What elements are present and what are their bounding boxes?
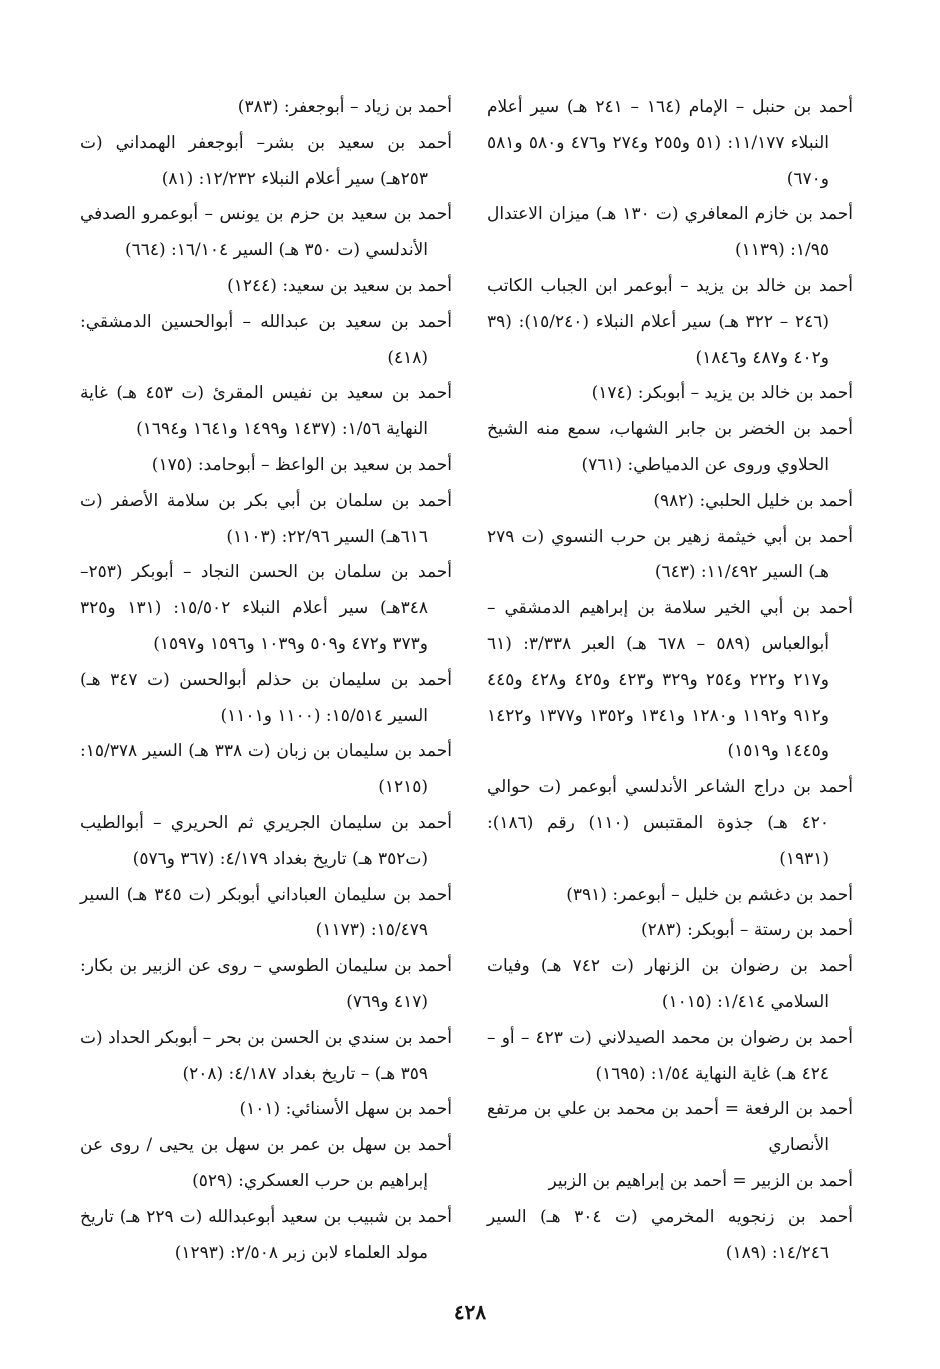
index-entry: أحمد بن خازم المعافري (ت ١٣٠ هـ) ميزان الاعتدال ١/٩٥: (١١٣٩) <box>487 204 853 261</box>
index-entry: أحمد بن سلمان بن أبي بكر بن سلامة الأصفر (ت ٦١٦هـ) السير ٢٢/٩٦: (١١٠٣) <box>80 490 452 547</box>
index-entry: أحمد بن الزبير = أحمد بن إبراهيم بن الزبير <box>548 1170 853 1191</box>
index-entry: أحمد بن دراج الشاعر الأندلسي أبوعمر (ت حوالي ٤٢٠ هـ) جذوة المقتبس (١١٠) رقم (١٨٦): (١٩٣١) <box>487 777 853 869</box>
index-entry: أحمد بن زياد – أبوجعفر: (٣٨٣) <box>237 97 452 117</box>
index-entry: أحمد بن سعيد بن حزم بن يونس – أبوعمرو الصدفي الأندلسي (ت ٣٥٠ هـ) السير ١٦/١٠٤: (٦٦٤) <box>80 204 452 261</box>
index-entry: أحمد بن خليل الحلبي: (٩٨٢) <box>653 490 853 511</box>
index-entry: أحمد بن سعيد بن عبدالله – أبوالحسين الدمشقي: (٤١٨) <box>80 311 452 368</box>
index-entry: أحمد بن سندي بن الحسن بن بحر – أبوبكر الحداد (ت ٣٥٩ هـ) – تاريخ بغداد ٤/١٨٧: (٢٠٨) <box>80 1027 452 1084</box>
index-entry: أحمد بن سليمان بن حذلم أبوالحسن (ت ٣٤٧ هـ) السير ١٥/٥١٤: (١١٠٠ و١١٠١) <box>80 669 453 726</box>
index-column-right <box>487 90 853 1271</box>
index-entry: أحمد بن سليمان الطوسي – روى عن الزبير بن بكار: (٤١٧ و٧٦٩) <box>80 956 452 1012</box>
index-entry: أحمد بن حنبل – الإمام (١٦٤ – ٢٤١ هـ) سير أعلام النبلاء ١١/١٧٧: (٥١ و٢٥٥ و٢٧٤ و٤٧٦ و٥٨٠ و٥٨١ و٦٧٠) <box>487 97 853 189</box>
index-entry: أحمد بن سليمان العباداني أبوبكر (ت ٣٤٥ هـ) السير ١٥/٤٧٩: (١١٧٣) <box>80 884 452 941</box>
index-entry: أحمد بن سليمان بن زبان (ت ٣٣٨ هـ) السير ١٥/٣٧٨: (١٢١٥) <box>80 741 452 798</box>
index-entry: أحمد بن سلمان بن الحسن النجاد – أبوبكر (٢٥٣–٣٤٨هـ) سير أعلام النبلاء ١٥/٥٠٢: (١٣١ و٣٢٥ و٣٧٣ و٤٧٢ و٥٠٩ و١٠٣٩ و١٥٩٦ و١٥٩٧) <box>80 562 452 654</box>
index-column-left <box>80 90 452 1271</box>
index-entry: أحمد بن أبي الخير سلامة بن إبراهيم الدمشقي – أبوالعباس (٥٨٩ – ٦٧٨ هـ) العبر ٣/٣٣٨: (٦١ و٢١٧ و٢٢٢ و٢٥٤ و٣٢٩ و٤٢٣ و٤٢٥ و٤٢٨ و٤٤٥ و٩١٢ و١١٩٢ و١٢٨٠ و١٣٤١ و١٣٥٢ و١٣٧٧ و١٤٢٢ و١٤٤٥ و١٥١٩) <box>487 598 853 762</box>
index-entry: أحمد بن أبي خيثمة زهير بن حرب النسوي (ت ٢٧٩ هـ) السير ١١/٤٩٢: (٦٤٣) <box>487 526 853 583</box>
index-entry: أحمد بن الرفعة = أحمد بن محمد بن علي بن مرتفع الأنصاري <box>487 1099 853 1156</box>
index-entry: أحمد بن رضوان بن الزنهار (ت ٧٤٢ هـ) وفيات السلامي ١/٤١٤: (١٠١٥) <box>487 956 853 1012</box>
index-entry: أحمد بن سعيد بن سعيد: (١٢٤٤) <box>227 275 452 296</box>
index-entry: أحمد بن سليمان الجريري ثم الحريري – أبوالطيب (ت٣٥٢ هـ) تاريخ بغداد ٤/١٧٩: (٣٦٧ و٥٧٦) <box>80 812 452 869</box>
index-entry: أحمد بن سعيد بن نفيس المقرئ (ت ٤٥٣ هـ) غاية النهاية ١/٥٦: (١٤٣٧ و١٤٩٩ و١٦٤١ و١٦٩٤) <box>80 383 452 440</box>
index-entry: أحمد بن رستة – أبوبكر: (٢٨٣) <box>640 920 853 941</box>
index-entry: أحمد بن سهل الأسنائي: (١٠١) <box>239 1099 452 1120</box>
index-entry: أحمد بن شبيب بن سعيد أبوعبدالله (ت ٢٢٩ هـ) تاريخ مولد العلماء لابن زبر ٢/٥٠٨: (١٢٩٣) <box>80 1206 452 1263</box>
page-number: ٤٢٨ <box>453 1300 487 1324</box>
index-entry: أحمد بن سعيد بن بشر– أبوجعفر الهمداني (ت ٢٥٣هـ) سير أعلام النبلاء ١٢/٢٣٢: (٨١) <box>80 132 452 189</box>
index-entry: أحمد بن خالد بن يزيد – أبوبكر: (١٧٤) <box>591 383 853 404</box>
index-entry: أحمد بن سهل بن عمر بن سهل بن يحيى / روى عن إبراهيم بن حرب العسكري: (٥٢٩) <box>80 1135 452 1191</box>
index-entry: أحمد بن خالد بن يزيد – أبوعمر ابن الجباب الكاتب (٢٤٦ – ٣٢٢ هـ) سير أعلام النبلاء (١٥/٢٤٠): (٣٩ و٤٠٢ و٤٨٧ و١٨٤٦) <box>487 275 853 368</box>
index-entry: أحمد بن زنجويه المخرمي (ت ٣٠٤ هـ) السير ١٤/٢٤٦: (١٨٩) <box>487 1206 854 1263</box>
index-entry: أحمد بن دغشم بن خليل – أبوعمر: (٣٩١) <box>566 884 853 905</box>
index-entry: أحمد بن رضوان بن محمد الصيدلاني (ت ٤٢٣ – أو – ٤٢٤ هـ) غاية النهاية ١/٥٤: (١٦٩٥) <box>487 1027 853 1084</box>
index-entry: أحمد بن الخضر بن جابر الشهاب، سمع منه الشيخ الحلاوي وروى عن الدمياطي: (٧٦١) <box>487 419 853 475</box>
index-entry: أحمد بن سعيد بن الواعظ – أبوحامد: (١٧٥) <box>151 454 452 475</box>
